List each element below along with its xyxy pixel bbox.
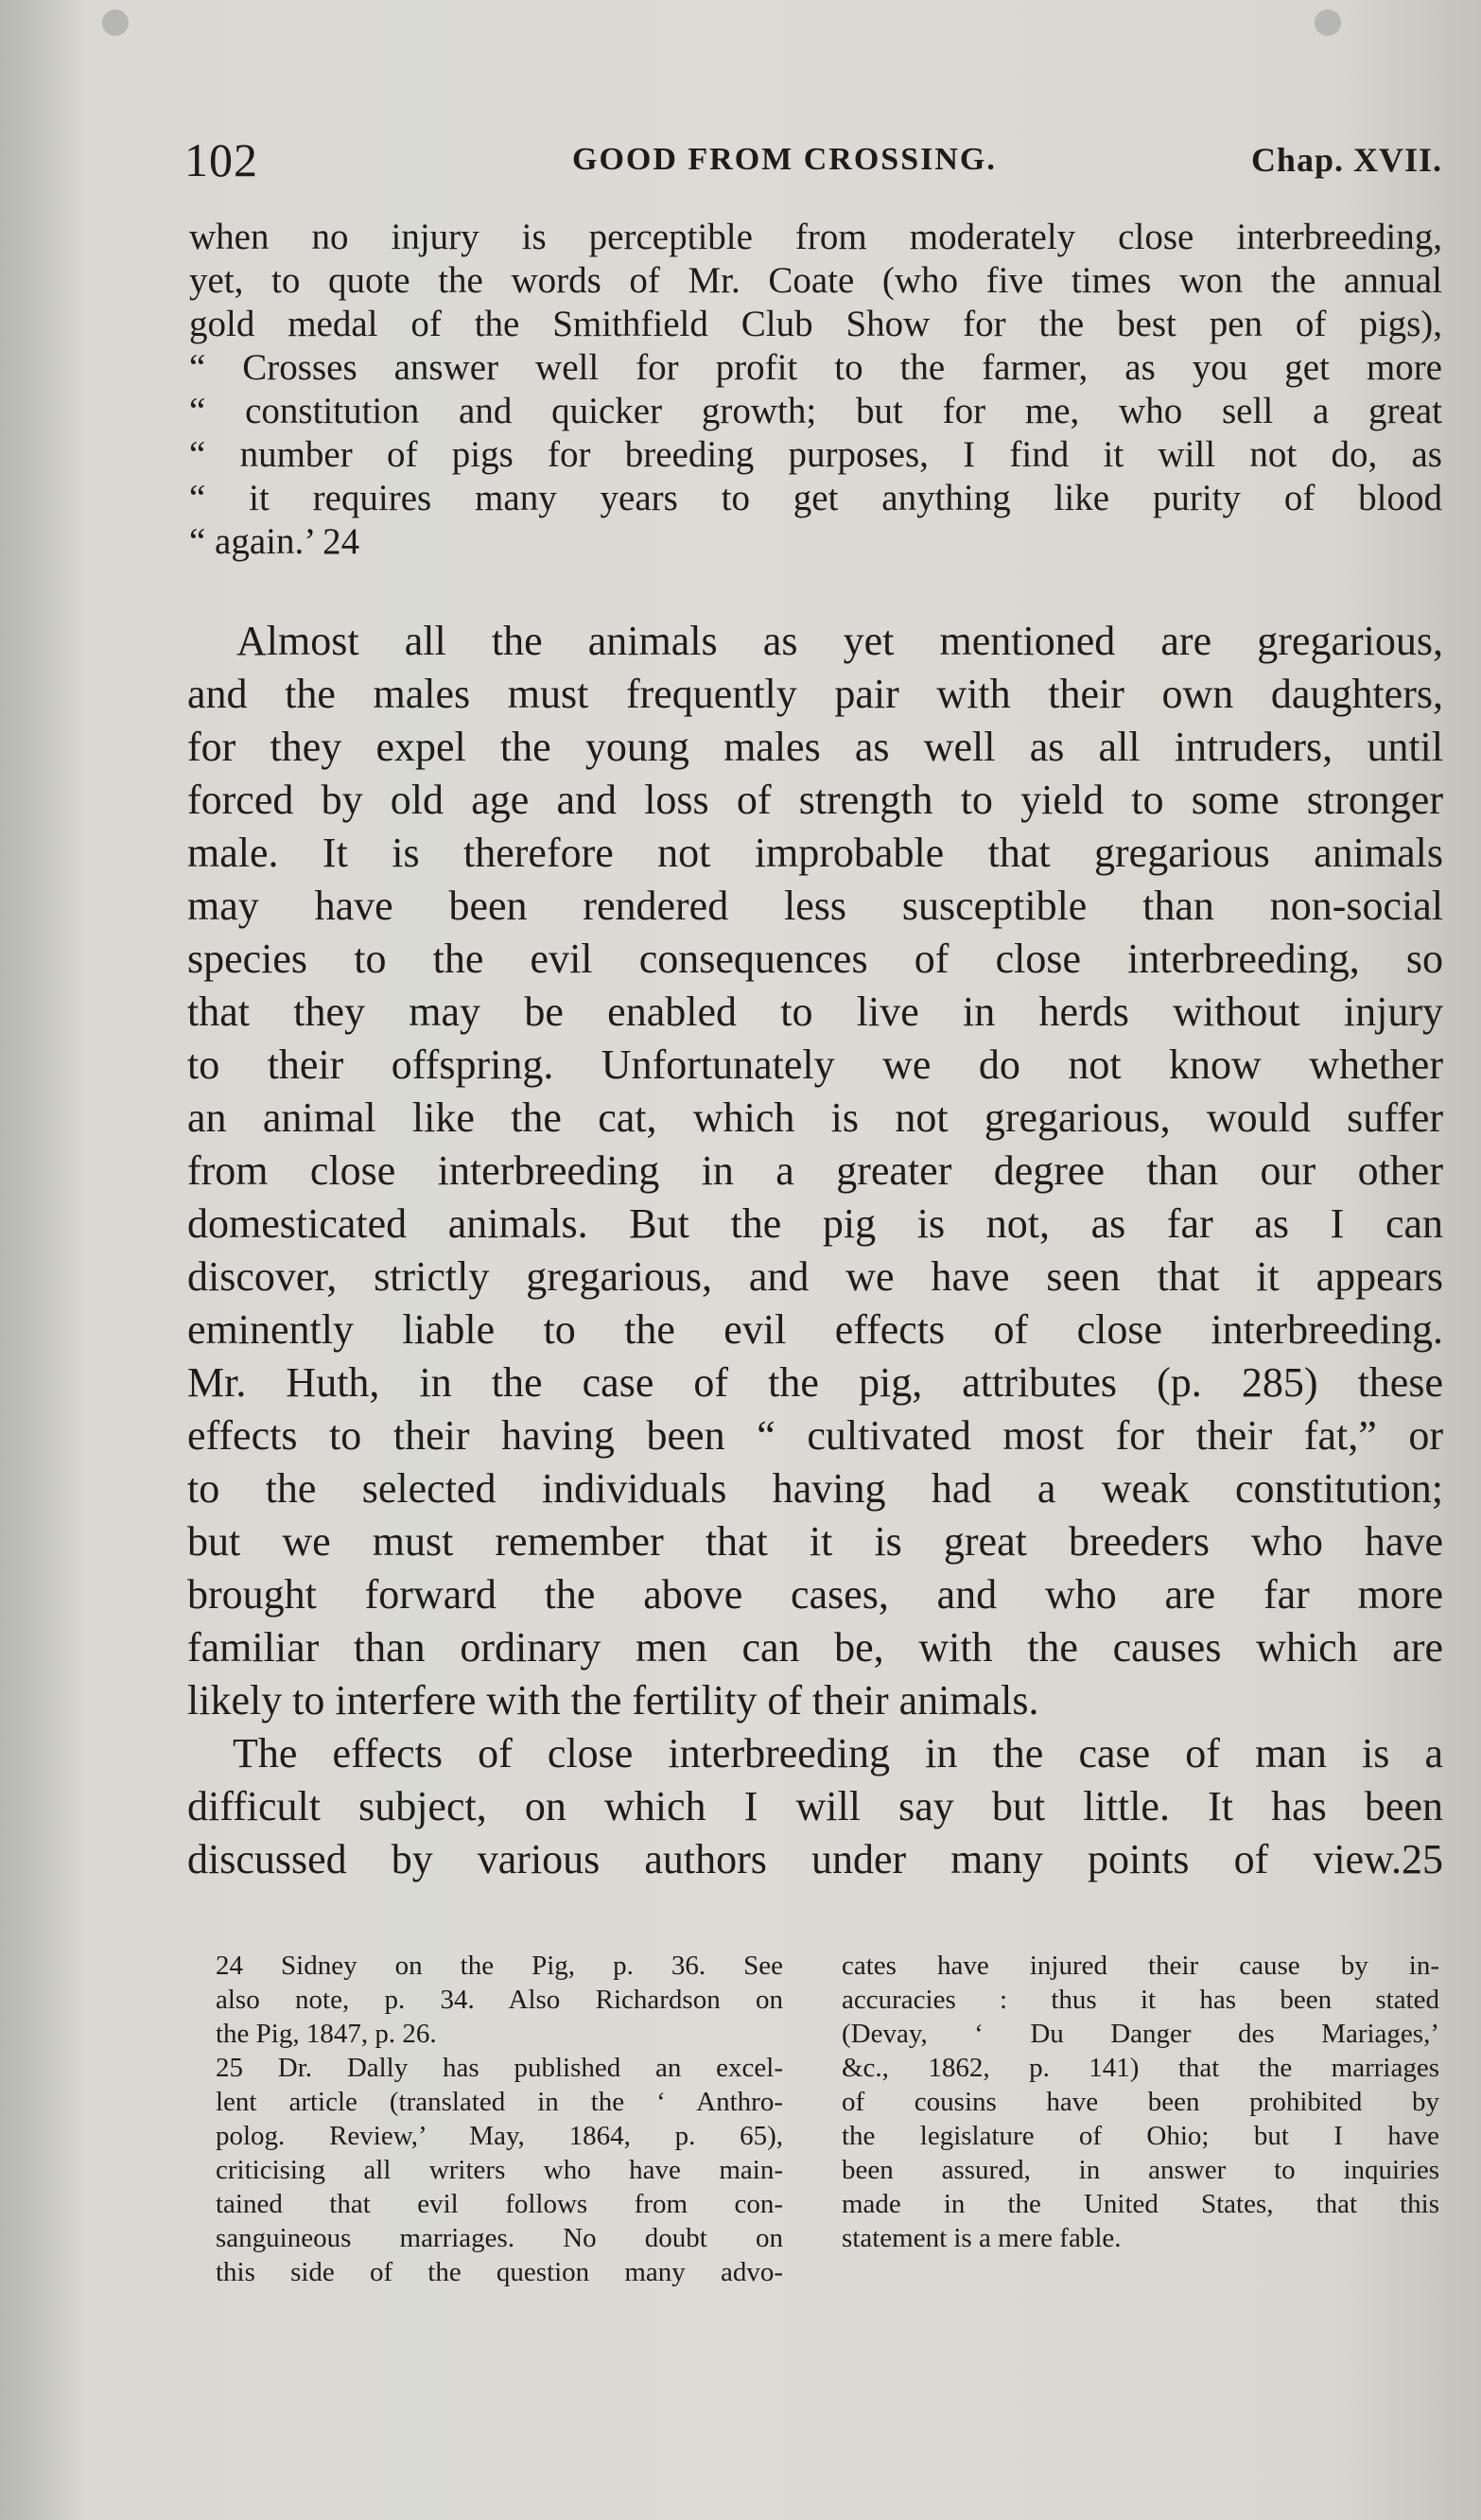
footnote-line: polog. Review,’ May, 1864, p. 65),	[216, 2121, 783, 2151]
binding-shadow	[0, 0, 85, 2520]
text-line: familiar than ordinary men can be, with the causes which are	[187, 1624, 1443, 1671]
page-header	[184, 132, 1442, 189]
text-line: effects to their having been “ cultivated most for their fat,” or	[187, 1412, 1443, 1459]
footnote-line: been assured, in answer to inquiries	[842, 2155, 1439, 2185]
text-line: Almost all the animals as yet mentioned are gregarious,	[236, 618, 1443, 664]
page-number: 102	[184, 133, 258, 186]
text-line: “ Crosses answer well for profit to the farmer, as you get more	[189, 347, 1442, 388]
text-line: for they expel the young males as well as all intruders, until	[187, 724, 1443, 770]
footnote-line: accuracies : thus it has been stated	[842, 1985, 1439, 2015]
footnote-line: sanguineous marriages. No doubt on	[216, 2223, 783, 2253]
footnote-line: made in the United States, that this	[842, 2189, 1439, 2219]
footnotes-left-column	[216, 1949, 783, 2289]
chapter-label: Chap. XVII.	[1250, 141, 1442, 179]
text-line: may have been rendered less susceptible than non-social	[187, 883, 1443, 929]
text-line: “ it requires many years to get anything like purity of blood	[189, 478, 1442, 518]
footnote-line: also note, p. 34. Also Richardson on	[216, 1985, 783, 2015]
text-line: to their offspring. Unfortunately we do not know whether	[187, 1041, 1443, 1088]
text-line: difficult subject, on which I will say but little. It has been	[187, 1783, 1443, 1829]
footnote-line: lent article (translated in the ‘ Anthro-	[216, 2087, 783, 2117]
footnote-line: this side of the question many advo-	[216, 2257, 783, 2287]
footnotes-right-column	[842, 1949, 1439, 2255]
footnote-line: &c., 1862, p. 141) that the marriages	[842, 2053, 1439, 2083]
text-line: brought forward the above cases, and who are far more	[187, 1571, 1443, 1618]
footnote-line: 25 Dr. Dally has published an excel-	[216, 2053, 783, 2083]
text-line: gold medal of the Smithfield Club Show for the best pen of pigs),	[189, 304, 1442, 344]
text-line: likely to interfere with the fertility of their animals.	[187, 1677, 1039, 1724]
text-line: eminently liable to the evil effects of close interbreeding.	[187, 1306, 1443, 1353]
footnote-line: the legislature of Ohio; but I have	[842, 2121, 1439, 2151]
footnote-line: 24 Sidney on the Pig, p. 36. See	[216, 1951, 783, 1981]
footnote-line: of cousins have been prohibited by	[842, 2087, 1439, 2117]
text-line: when no injury is perceptible from moderately close interbreeding,	[189, 217, 1442, 257]
main-text	[187, 615, 1443, 1886]
text-line: “ constitution and quicker growth; but for me, who sell a great	[189, 391, 1442, 431]
text-line: that they may be enabled to live in herds without injury	[187, 989, 1443, 1035]
text-line: male. It is therefore not improbable that gregarious animals	[187, 830, 1443, 876]
text-line: “ number of pigs for breeding purposes, I find it will not do, as	[189, 434, 1442, 475]
footnote-line: cates have injured their cause by in-	[842, 1951, 1439, 1981]
text-line: to the selected individuals having had a weak constitution;	[187, 1465, 1443, 1512]
text-line: Mr. Huth, in the case of the pig, attributes (p. 285) these	[187, 1359, 1443, 1406]
footnote-line: criticising all writers who have main-	[216, 2155, 783, 2185]
text-line: “ again.’ 24	[189, 521, 360, 562]
text-line: but we must remember that it is great breeders who have	[187, 1518, 1443, 1565]
footnote-line: statement is a mere fable.	[842, 2223, 1122, 2253]
footnote-line: tained that evil follows from con-	[216, 2189, 783, 2219]
text-line: discover, strictly gregarious, and we have seen that it appears	[187, 1253, 1443, 1300]
text-line: from close interbreeding in a greater degree than our other	[187, 1147, 1443, 1194]
page-hole-mark	[102, 9, 129, 36]
text-line: domesticated animals. But the pig is not, as far as I can	[187, 1200, 1443, 1247]
text-line: yet, to quote the words of Mr. Coate (who five times won the annual	[189, 260, 1442, 301]
page-hole-mark	[1315, 9, 1341, 36]
text-line: forced by old age and loss of strength to yield to some stronger	[187, 777, 1443, 823]
text-line: The effects of close interbreeding in the case of man is a	[233, 1730, 1443, 1776]
text-line: and the males must frequently pair with their own daughters,	[187, 671, 1443, 717]
footnote-line: (Devay, ‘ Du Danger des Mariages,’	[842, 2019, 1439, 2049]
text-line: discussed by various authors under many points of view.25	[187, 1836, 1443, 1882]
footnote-line: the Pig, 1847, p. 26.	[216, 2019, 437, 2049]
text-line: species to the evil consequences of close interbreeding, so	[187, 936, 1443, 982]
text-line: an animal like the cat, which is not gregarious, would suffer	[187, 1094, 1443, 1141]
running-title: GOOD FROM CROSSING.	[572, 142, 997, 177]
quote-paragraph	[189, 216, 1442, 564]
